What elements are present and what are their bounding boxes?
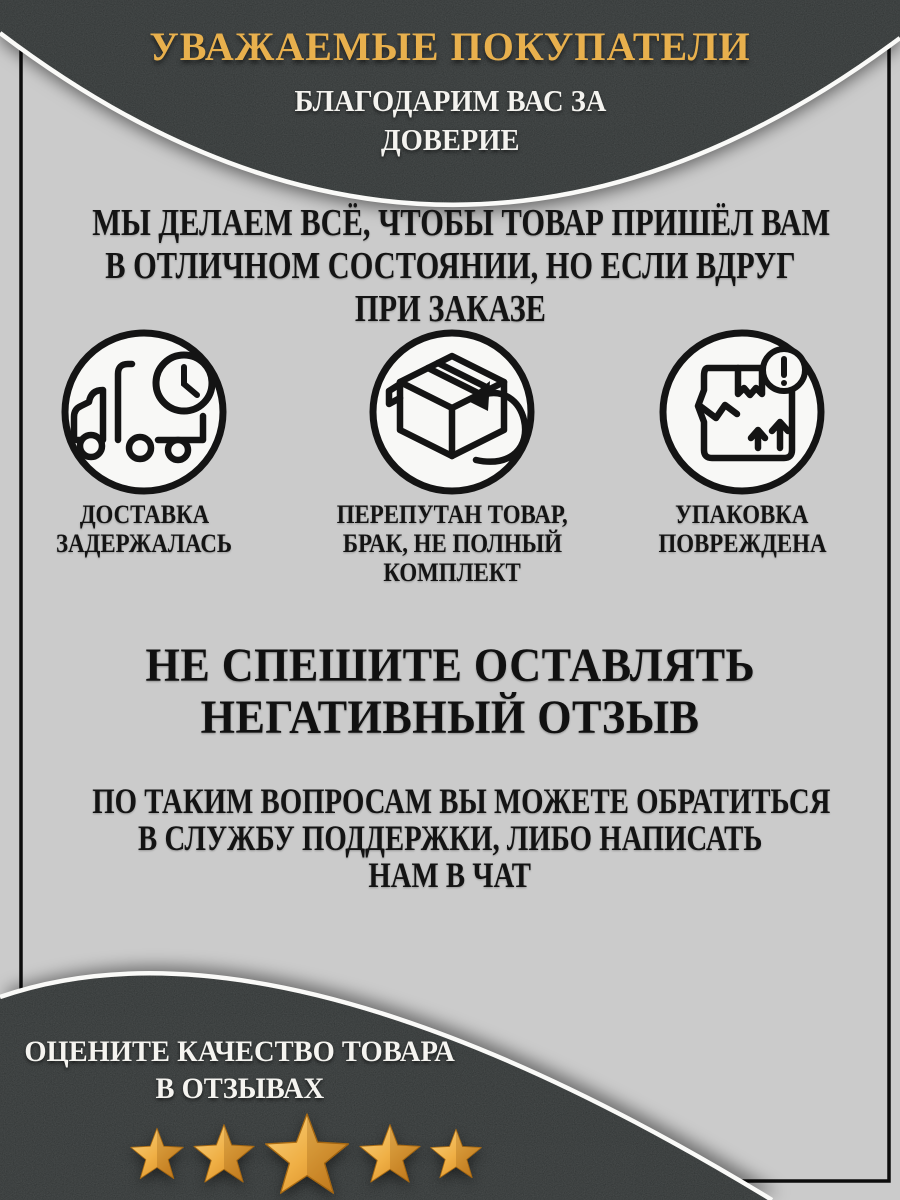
issue2-line3: КОМПЛЕКТ	[383, 558, 521, 587]
issue3-line2: ПОВРЕЖДЕНА	[657, 529, 827, 558]
support-line-3: НАМ В ЧАТ	[368, 855, 532, 895]
warning-line-2: НЕГАТИВНЫЙ ОТЗЫВ	[200, 691, 700, 744]
intro-paragraph	[0, 202, 900, 331]
star-icon	[429, 1128, 483, 1180]
issue-label-wrong-item	[292, 500, 612, 587]
header-title	[0, 23, 900, 71]
intro-line-3: ПРИ ЗАКАЗЕ	[354, 288, 546, 330]
support-paragraph	[0, 783, 900, 894]
footer-line-1: ОЦЕНИТЕ КАЧЕСТВО ТОВАРА	[24, 1035, 456, 1068]
star-icon	[129, 1127, 185, 1181]
star-icon	[192, 1123, 256, 1185]
warning-heading	[0, 640, 900, 744]
star-icon	[263, 1112, 351, 1197]
support-line-1: ПО ТАКИМ ВОПРОСАМ ВЫ МОЖЕТЕ ОБРАТИТЬСЯ	[92, 781, 831, 821]
subtitle-line-1: БЛАГОДАРИМ ВАС ЗА	[294, 83, 606, 118]
warning-line-1: НЕ СПЕШИТЕ ОСТАВЛЯТЬ	[145, 639, 755, 692]
rating-stars	[116, 1108, 496, 1200]
issue1-line2: ЗАДЕРЖАЛАСЬ	[55, 529, 232, 558]
issue-label-delivery	[0, 500, 304, 558]
issue1-line1: ДОСТАВКА	[79, 500, 209, 529]
subtitle-line-2: ДОВЕРИЕ	[380, 122, 520, 157]
footer-line-2: В ОТЗЫВАХ	[155, 1072, 325, 1105]
star-icon	[358, 1123, 422, 1185]
support-line-2: В СЛУЖБУ ПОДДЕРЖКИ, ЛИБО НАПИСАТЬ	[137, 818, 763, 858]
issue2-line2: БРАК, НЕ ПОЛНЫЙ	[342, 529, 562, 558]
issue3-line1: УПАКОВКА	[675, 500, 809, 529]
delivery-truck-clock-icon	[58, 326, 230, 498]
issue-label-damaged-package	[582, 500, 900, 558]
header-title-text: УВАЖАЕМЫЕ ПОКУПАТЕЛИ	[149, 24, 751, 69]
issue2-line1: ПЕРЕПУТАН ТОВАР,	[336, 500, 568, 529]
return-box-icon	[366, 326, 538, 498]
intro-line-1: МЫ ДЕЛАЕМ ВСЁ, ЧТОБЫ ТОВАР ПРИШЁЛ ВАМ	[92, 202, 831, 244]
intro-line-2: В ОТЛИЧНОМ СОСТОЯНИИ, НО ЕСЛИ ВДРУГ	[104, 245, 796, 287]
damaged-package-icon	[656, 326, 828, 498]
footer-rating-text	[0, 1033, 500, 1107]
header-subtitle	[0, 81, 900, 159]
